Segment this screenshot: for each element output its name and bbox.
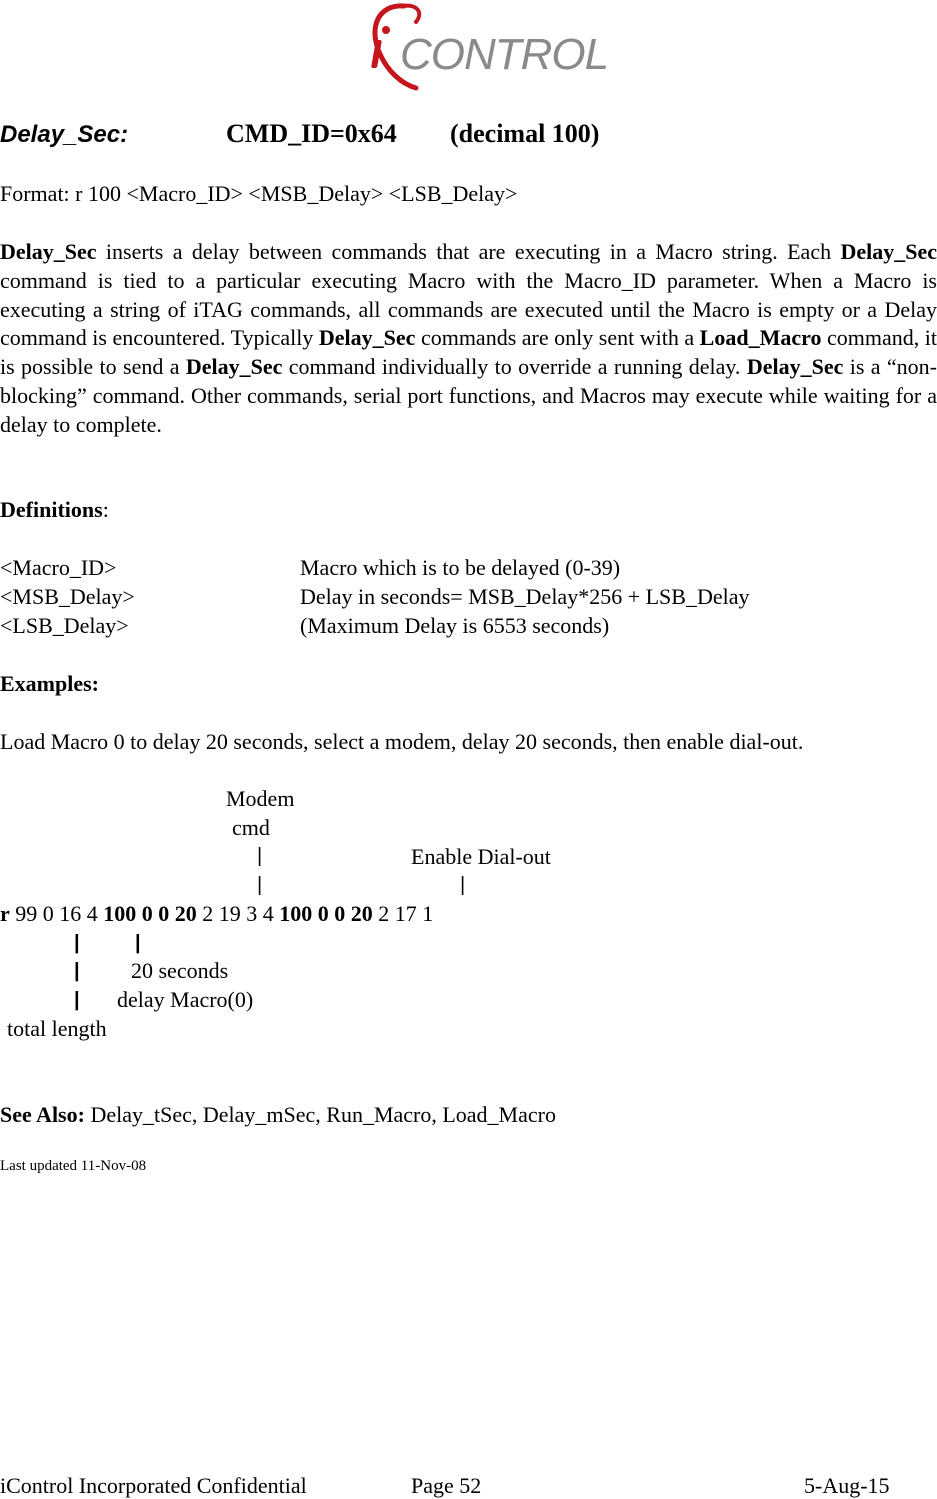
description-text: command, it is possible to send a [0, 325, 937, 380]
seq-delay-cmd: 100 0 0 20 [103, 901, 197, 926]
footer-date: 5-Aug-15 [804, 1473, 890, 1498]
term-delay-sec: Delay_Sec [318, 325, 416, 351]
see-also [0, 1102, 556, 1128]
example-intro: Load Macro 0 to delay 20 seconds, select a modem, delay 20 seconds, then enable dial-out. [0, 729, 804, 754]
seq-part: 2 19 3 4 [196, 901, 280, 926]
pointer-bar: | [74, 932, 80, 954]
term-delay-sec: Delay_Sec [0, 239, 97, 264]
term-delay-sec: Delay_Sec [746, 354, 844, 380]
label-enable-dialout: Enable Dial-out [411, 844, 551, 869]
pointer-bar: | [257, 845, 263, 867]
label-delay-macro: delay Macro(0) [117, 987, 254, 1012]
definition-desc: Delay in seconds= MSB_Delay*256 + LSB_Delay [300, 584, 750, 609]
seq-delay-cmd: 100 0 0 20 [279, 901, 373, 926]
description-text: inserts a delay between commands that are executing in a Macro string. Each [96, 239, 841, 264]
example-command-sequence [0, 901, 433, 927]
definition-desc: Macro which is to be delayed (0-39) [300, 555, 621, 580]
pointer-bar: | [74, 960, 80, 982]
footer-page-number: Page 52 [411, 1473, 482, 1498]
label-modem: Modem [226, 786, 295, 811]
examples-heading: Examples: [0, 671, 99, 696]
command-name: Delay_Sec: [0, 121, 129, 148]
definition-param: <MSB_Delay> [0, 584, 135, 609]
term-delay-sec: Delay_Sec [840, 239, 937, 264]
definition-desc: (Maximum Delay is 6553 seconds) [300, 613, 610, 638]
term-delay-sec: Delay_Sec [185, 354, 283, 380]
format-line: Format: r 100 <Macro_ID> <MSB_Delay> <LSB_Delay> [0, 181, 518, 206]
pointer-bar: | [257, 874, 263, 896]
description-text: commands are only sent with a [415, 325, 700, 351]
seq-r: r [0, 901, 10, 926]
description-text: is a “non-blocking” command. Other commands, serial port functions, and Macros may execute while waiting for a delay to complete. [0, 354, 937, 437]
label-20-seconds: 20 seconds [131, 958, 229, 983]
command-decimal: (decimal 100) [450, 119, 600, 148]
description-text: command individually to override a running delay. [282, 354, 747, 380]
command-id: CMD_ID=0x64 [226, 119, 397, 148]
definitions-heading [0, 497, 109, 523]
definition-param: <LSB_Delay> [0, 613, 129, 638]
pointer-bar: | [74, 989, 80, 1011]
last-updated: Last updated 11-Nov-08 [0, 1158, 147, 1174]
term-load-macro: Load_Macro [699, 325, 822, 351]
definitions-colon: : [102, 497, 109, 522]
definition-param: <Macro_ID> [0, 555, 117, 580]
seq-part: 2 17 1 [372, 901, 434, 926]
see-also-label: See Also: [0, 1102, 85, 1127]
description-paragraph [0, 238, 937, 440]
label-total-length: total length [7, 1016, 107, 1041]
label-cmd: cmd [232, 815, 270, 840]
logo-text: CONTROL [400, 30, 609, 79]
pointer-bar: | [460, 874, 466, 896]
seq-part: 99 0 16 4 [9, 901, 104, 926]
see-also-links: Delay_tSec, Delay_mSec, Run_Macro, Load_Macro [84, 1102, 556, 1127]
definitions-heading-text: Definitions [0, 497, 103, 522]
footer-company: iControl Incorporated Confidential [0, 1473, 307, 1498]
description-text: command is tied to a particular executing Macro with the Macro_ID parameter. When a Macro is executing a string of iTAG commands, all commands are executed until the Macro is empty or a Delay command is encountered. Typically [0, 267, 937, 351]
pointer-bar: | [135, 932, 141, 954]
icontrol-logo [364, 0, 609, 92]
